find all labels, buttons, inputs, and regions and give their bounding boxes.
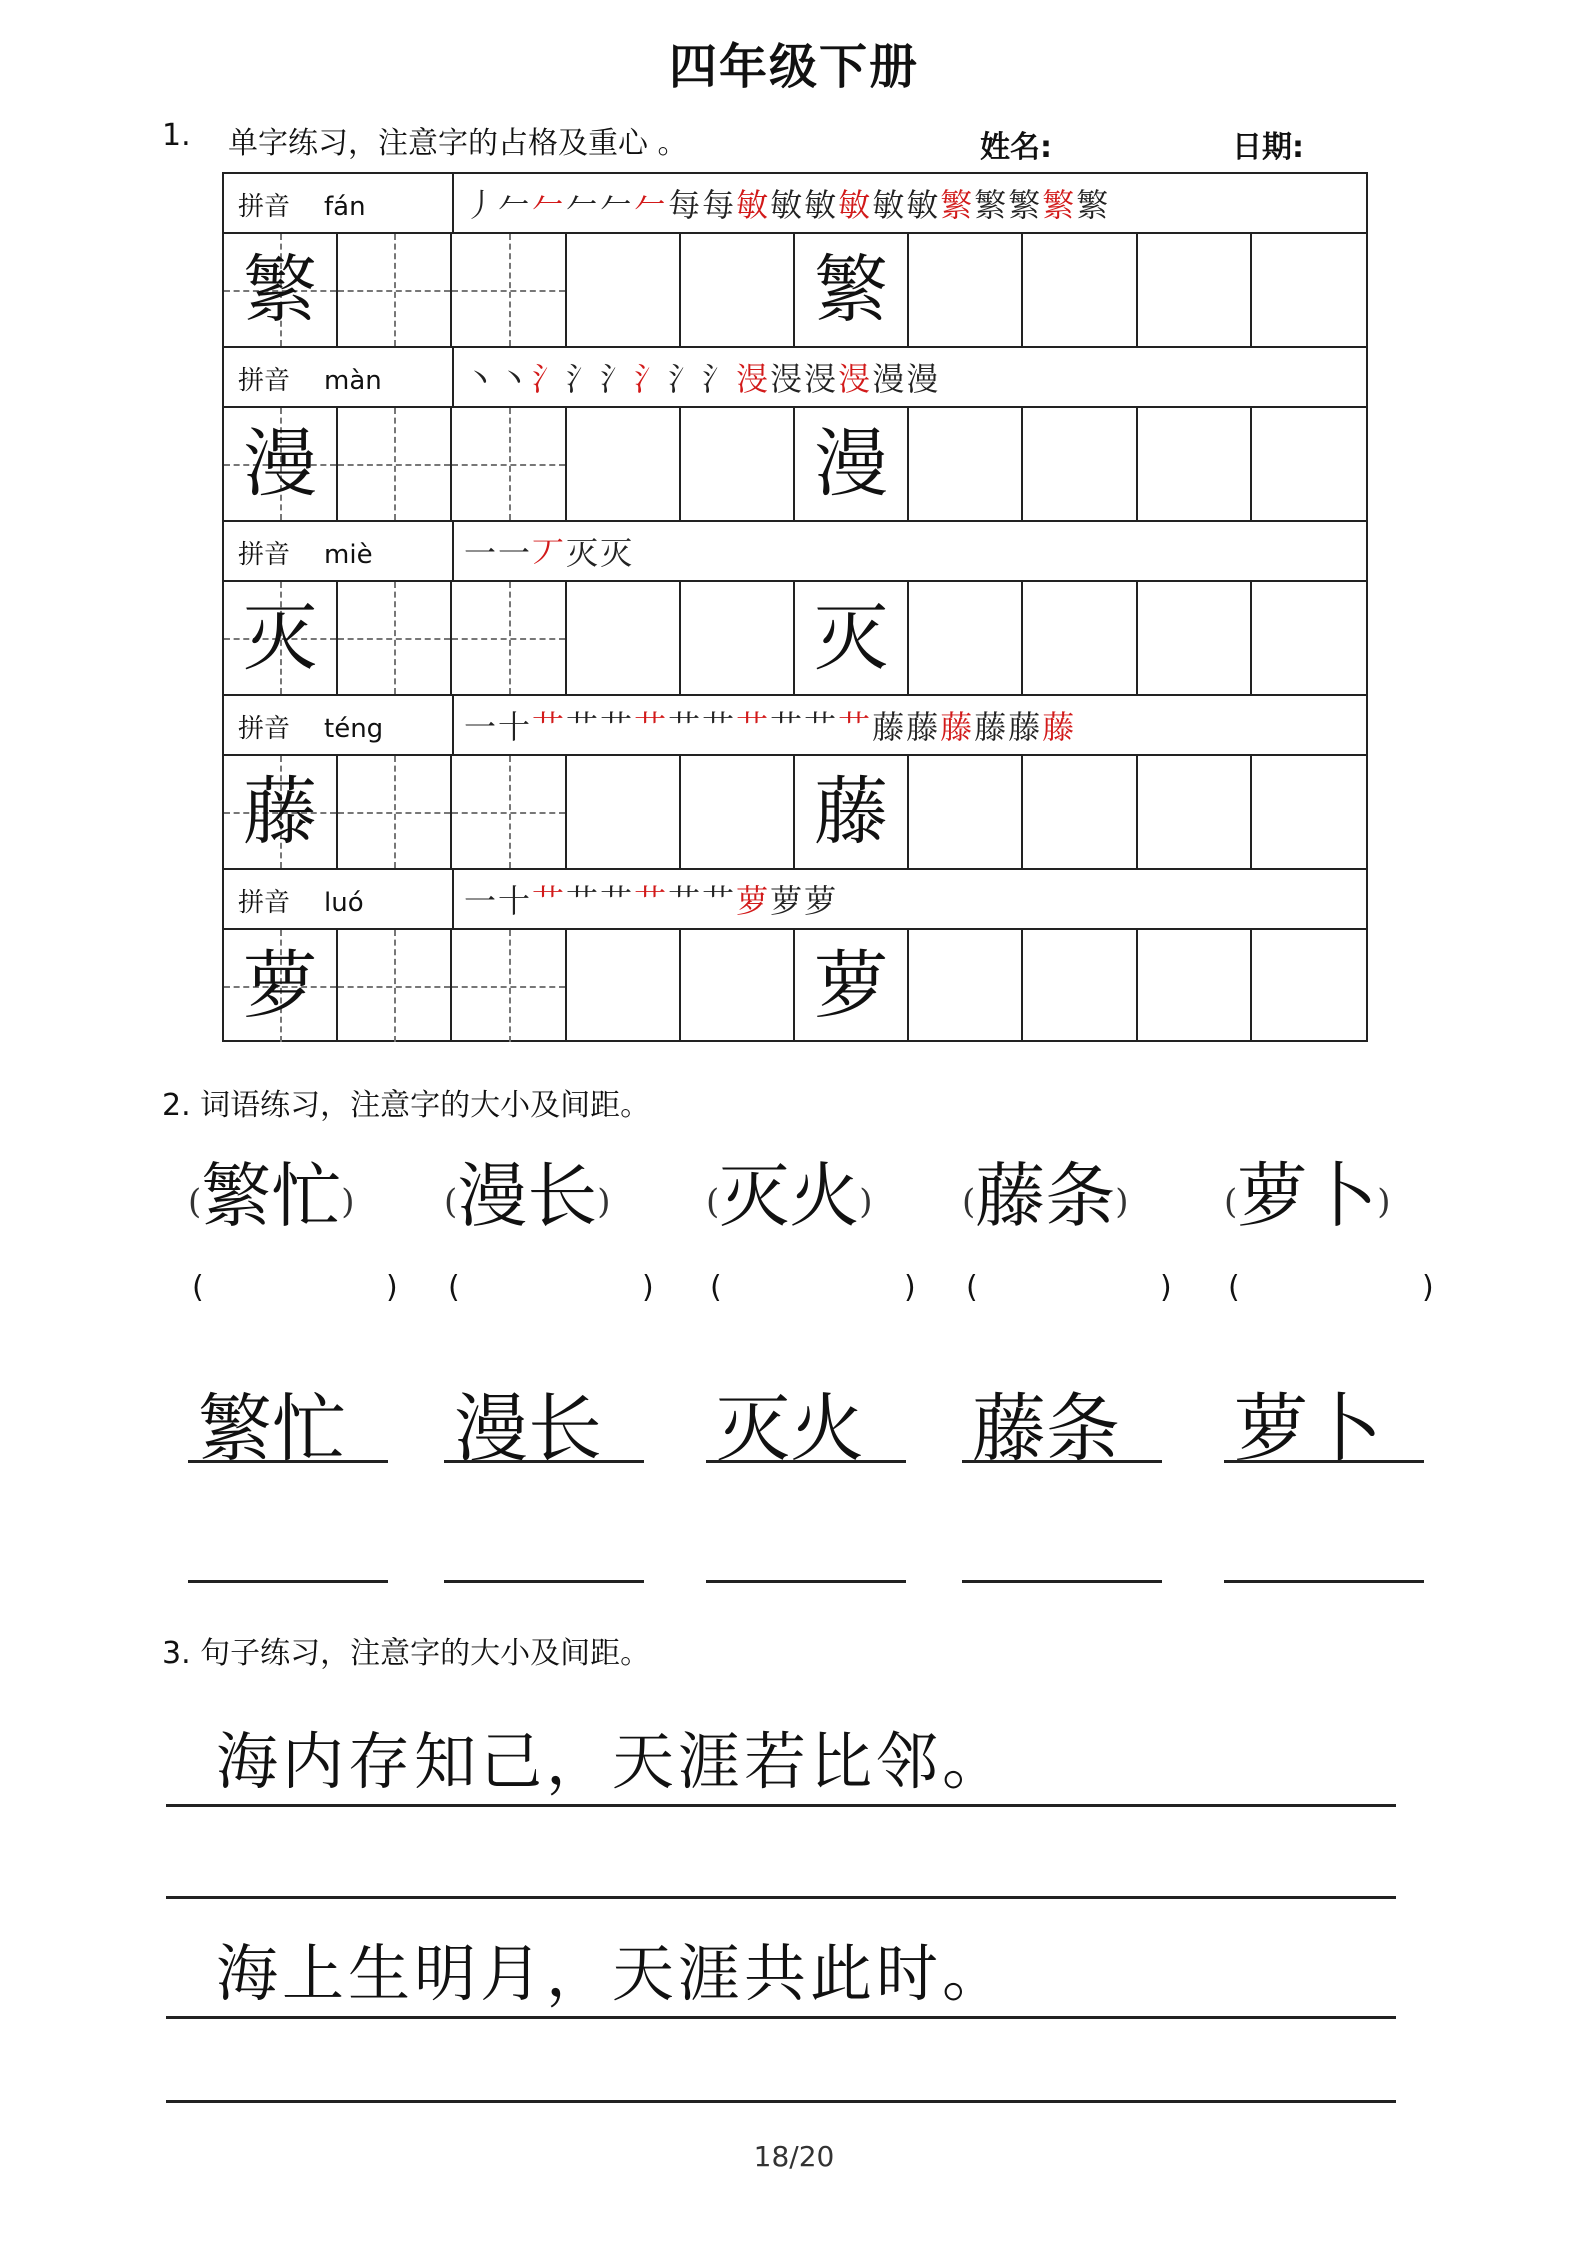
stroke-step: 艹 xyxy=(600,708,635,746)
practice-cell[interactable] xyxy=(909,756,1023,868)
stroke-step: 渂 xyxy=(736,360,771,398)
stroke-step: 艹 xyxy=(736,708,771,746)
practice-cell[interactable] xyxy=(567,408,681,520)
section2-heading: 2. 词语练习，注意字的大小及间距。 xyxy=(162,1088,651,1123)
practice-cell[interactable] xyxy=(681,930,795,1042)
word-example xyxy=(962,1140,1129,1241)
practice-cell[interactable] xyxy=(681,234,795,346)
sentence-2-blank-line[interactable] xyxy=(166,2100,1396,2103)
stroke-step: 氵 xyxy=(668,360,703,398)
stroke-step: 藤 xyxy=(1008,708,1043,746)
writing-row xyxy=(222,754,1368,868)
model-char-cell xyxy=(795,756,909,868)
guide-dash-h xyxy=(452,464,564,466)
practice-cell[interactable] xyxy=(1138,234,1252,346)
stroke-step: 十 xyxy=(498,708,533,746)
practice-cell[interactable] xyxy=(452,756,566,868)
pinyin-close-paren: ) xyxy=(642,1270,654,1305)
practice-cell[interactable] xyxy=(1138,930,1252,1042)
practice-cell[interactable] xyxy=(909,930,1023,1042)
pinyin-text: téng xyxy=(324,714,384,744)
model-char: 繁 xyxy=(814,247,889,333)
model-char: 漫 xyxy=(814,421,889,507)
pinyin-divider xyxy=(452,696,454,754)
model-char: 繁 xyxy=(243,247,318,333)
stroke-step: 繁 xyxy=(1076,186,1111,224)
stroke-step: 艹 xyxy=(634,882,669,920)
stroke-step: 𠂉 xyxy=(634,186,669,224)
stroke-step: 艹 xyxy=(702,708,737,746)
stroke-step: 艹 xyxy=(668,882,703,920)
practice-cell[interactable] xyxy=(338,408,452,520)
stroke-step: 艹 xyxy=(532,708,567,746)
pinyin-close-paren: ) xyxy=(1160,1270,1172,1305)
word-example xyxy=(188,1140,355,1241)
guide-dash-h xyxy=(338,638,450,640)
practice-cell[interactable] xyxy=(338,756,452,868)
guide-dash-h xyxy=(338,464,450,466)
close-paren: ) xyxy=(597,1182,611,1222)
pinyin-divider xyxy=(452,174,454,232)
stroke-step: 氵 xyxy=(634,360,669,398)
stroke-step: 繁 xyxy=(1008,186,1043,224)
stroke-step: 𠂉 xyxy=(600,186,635,224)
stroke-step: 十 xyxy=(498,882,533,920)
pinyin-close-paren: ) xyxy=(904,1270,916,1305)
stroke-step: 丆 xyxy=(532,534,567,572)
stroke-step: 丿 xyxy=(464,186,499,224)
pinyin-divider xyxy=(452,522,454,580)
trace-word-underline xyxy=(962,1460,1162,1463)
practice-cell[interactable] xyxy=(1023,930,1137,1042)
close-paren: ) xyxy=(1377,1182,1391,1222)
trace-word-underline xyxy=(444,1460,644,1463)
practice-cell[interactable] xyxy=(567,582,681,694)
practice-cell[interactable] xyxy=(452,408,566,520)
practice-cell[interactable] xyxy=(452,234,566,346)
stroke-step: 藤 xyxy=(974,708,1009,746)
practice-cell[interactable] xyxy=(909,234,1023,346)
pinyin-label xyxy=(238,708,383,745)
guide-dash-h xyxy=(338,812,450,814)
guide-dash-h xyxy=(338,986,450,988)
stroke-step: 繁 xyxy=(940,186,975,224)
trace-word-underline xyxy=(706,1460,906,1463)
word-blank-line[interactable] xyxy=(444,1580,644,1583)
sentence-2-line xyxy=(166,2016,1396,2019)
stroke-step: 敏 xyxy=(736,186,771,224)
stroke-step: 艹 xyxy=(838,708,873,746)
sentence-2: 海上生明月，天涯共此时。 xyxy=(216,1937,1009,2010)
practice-cell[interactable] xyxy=(338,930,452,1042)
pinyin-divider xyxy=(452,870,454,928)
practice-cell[interactable] xyxy=(1252,582,1366,694)
model-char: 藤 xyxy=(243,769,318,855)
word-text: 繁忙 xyxy=(201,1155,342,1237)
stroke-step: 𠂉 xyxy=(532,186,567,224)
writing-row xyxy=(222,580,1368,694)
stroke-step: 萝 xyxy=(804,882,839,920)
practice-cell[interactable] xyxy=(1023,234,1137,346)
stroke-step: 艹 xyxy=(702,882,737,920)
stroke-step: 渂 xyxy=(770,360,805,398)
practice-cell[interactable] xyxy=(681,408,795,520)
pinyin-caption: 拼音 xyxy=(238,888,291,918)
model-char-cell xyxy=(224,408,338,520)
stroke-step: 藤 xyxy=(1042,708,1077,746)
pinyin-row xyxy=(222,346,1368,406)
open-paren: ( xyxy=(706,1182,720,1222)
word-blank-line[interactable] xyxy=(962,1580,1162,1583)
word-example xyxy=(706,1140,873,1241)
pinyin-text: màn xyxy=(324,366,382,396)
writing-row xyxy=(222,232,1368,346)
trace-word: 灭火 xyxy=(716,1386,864,1472)
word-blank-line[interactable] xyxy=(188,1580,388,1583)
model-char: 灭 xyxy=(814,595,889,681)
stroke-step: 漫 xyxy=(872,360,907,398)
stroke-order xyxy=(464,702,1076,748)
trace-word-underline xyxy=(1224,1460,1424,1463)
model-char-cell xyxy=(224,930,338,1042)
section3-heading: 3. 句子练习，注意字的大小及间距。 xyxy=(162,1636,651,1671)
word-examples-row xyxy=(0,1140,1588,1237)
trace-word: 萝卜 xyxy=(1234,1386,1382,1472)
writing-row xyxy=(222,406,1368,520)
stroke-step: 敏 xyxy=(906,186,941,224)
stroke-step: 一 xyxy=(498,534,533,572)
date-label: 日期: xyxy=(1232,130,1304,165)
stroke-step: 丶 xyxy=(464,360,499,398)
stroke-step: 每 xyxy=(702,186,737,224)
practice-cell[interactable] xyxy=(1138,756,1252,868)
practice-cell[interactable] xyxy=(338,234,452,346)
model-char-cell xyxy=(795,408,909,520)
open-paren: ( xyxy=(962,1182,976,1222)
word-text: 萝卜 xyxy=(1237,1155,1378,1237)
stroke-step: 繁 xyxy=(1042,186,1077,224)
trace-word: 繁忙 xyxy=(198,1386,346,1472)
pinyin-text: fán xyxy=(324,192,366,222)
stroke-step: 艹 xyxy=(634,708,669,746)
pinyin-row xyxy=(222,520,1368,580)
word-blank-line[interactable] xyxy=(706,1580,906,1583)
practice-cell[interactable] xyxy=(1252,930,1366,1042)
close-paren: ) xyxy=(859,1182,873,1222)
word-text: 漫长 xyxy=(457,1155,598,1237)
practice-cell[interactable] xyxy=(567,930,681,1042)
model-char: 萝 xyxy=(243,943,318,1029)
pinyin-open-paren: ( xyxy=(966,1270,978,1305)
practice-cell[interactable] xyxy=(1023,582,1137,694)
practice-cell[interactable] xyxy=(1252,756,1366,868)
stroke-step: 艹 xyxy=(668,708,703,746)
word-example xyxy=(444,1140,611,1241)
stroke-step: 艹 xyxy=(804,708,839,746)
stroke-step: 艹 xyxy=(770,708,805,746)
guide-dash-h xyxy=(452,290,564,292)
stroke-step: 一 xyxy=(464,708,499,746)
stroke-step: 一 xyxy=(464,534,499,572)
stroke-step: 藤 xyxy=(872,708,907,746)
stroke-step: 艹 xyxy=(532,882,567,920)
pinyin-label xyxy=(238,534,373,571)
stroke-step: 渂 xyxy=(804,360,839,398)
stroke-step: 灭 xyxy=(600,534,635,572)
pinyin-open-paren: ( xyxy=(192,1270,204,1305)
pinyin-divider xyxy=(452,348,454,406)
word-text: 藤条 xyxy=(975,1155,1116,1237)
pinyin-label xyxy=(238,882,364,919)
close-paren: ) xyxy=(1115,1182,1129,1222)
practice-cell[interactable] xyxy=(338,582,452,694)
model-char-cell xyxy=(795,582,909,694)
practice-cell[interactable] xyxy=(567,756,681,868)
pinyin-row xyxy=(222,868,1368,928)
stroke-step: 敏 xyxy=(770,186,805,224)
pinyin-row xyxy=(222,694,1368,754)
writing-row xyxy=(222,928,1368,1042)
pinyin-open-paren: ( xyxy=(710,1270,722,1305)
model-char-cell xyxy=(795,930,909,1042)
word-example xyxy=(1224,1140,1391,1241)
pinyin-caption: 拼音 xyxy=(238,540,291,570)
practice-cell[interactable] xyxy=(681,756,795,868)
pinyin-close-paren: ) xyxy=(386,1270,398,1305)
open-paren: ( xyxy=(188,1182,202,1222)
pinyin-caption: 拼音 xyxy=(238,192,291,222)
page-number: 18/20 xyxy=(753,2140,835,2173)
stroke-order xyxy=(464,528,634,574)
practice-cell[interactable] xyxy=(567,234,681,346)
model-char-cell xyxy=(795,234,909,346)
stroke-step: 萝 xyxy=(736,882,771,920)
pinyin-text: miè xyxy=(324,540,373,570)
model-char-cell xyxy=(224,756,338,868)
model-char: 萝 xyxy=(814,943,889,1029)
model-char: 漫 xyxy=(243,421,318,507)
stroke-step: 𠂉 xyxy=(498,186,533,224)
stroke-step: 灭 xyxy=(566,534,601,572)
practice-cell[interactable] xyxy=(909,408,1023,520)
stroke-step: 氵 xyxy=(702,360,737,398)
section1-instruction: 单字练习，注意字的占格及重心 。 xyxy=(228,126,688,161)
model-char: 灭 xyxy=(243,595,318,681)
stroke-step: 漫 xyxy=(906,360,941,398)
pinyin-caption: 拼音 xyxy=(238,366,291,396)
close-paren: ) xyxy=(341,1182,355,1222)
word-text: 灭火 xyxy=(719,1155,860,1237)
open-paren: ( xyxy=(444,1182,458,1222)
stroke-step: 藤 xyxy=(906,708,941,746)
stroke-step: 氵 xyxy=(532,360,567,398)
stroke-step: 一 xyxy=(464,882,499,920)
guide-dash-h xyxy=(452,812,564,814)
trace-word-underline xyxy=(188,1460,388,1463)
guide-dash-h xyxy=(452,986,564,988)
stroke-order xyxy=(464,876,838,922)
pinyin-row xyxy=(222,172,1368,232)
model-char-cell xyxy=(224,582,338,694)
model-char-cell xyxy=(224,234,338,346)
pinyin-open-paren: ( xyxy=(448,1270,460,1305)
stroke-step: 艹 xyxy=(566,882,601,920)
stroke-step: 敏 xyxy=(804,186,839,224)
stroke-step: 萝 xyxy=(770,882,805,920)
practice-cell[interactable] xyxy=(909,582,1023,694)
open-paren: ( xyxy=(1224,1182,1238,1222)
stroke-step: 艹 xyxy=(600,882,635,920)
guide-dash-h xyxy=(338,290,450,292)
trace-word: 藤条 xyxy=(972,1386,1120,1472)
stroke-step: 敏 xyxy=(872,186,907,224)
pinyin-caption: 拼音 xyxy=(238,714,291,744)
pinyin-close-paren: ) xyxy=(1422,1270,1434,1305)
practice-cell[interactable] xyxy=(1252,234,1366,346)
stroke-step: 丶 xyxy=(498,360,533,398)
stroke-step: 𠂉 xyxy=(566,186,601,224)
stroke-order xyxy=(464,354,940,400)
stroke-step: 繁 xyxy=(974,186,1009,224)
stroke-order xyxy=(464,180,1110,226)
section1-number: 1. xyxy=(162,118,191,153)
stroke-step: 敏 xyxy=(838,186,873,224)
sentence-1-blank-line[interactable] xyxy=(166,1896,1396,1899)
page-title: 四年级下册 xyxy=(668,39,919,95)
practice-cell[interactable] xyxy=(452,582,566,694)
name-label: 姓名: xyxy=(980,130,1052,165)
stroke-step: 渂 xyxy=(838,360,873,398)
sentence-1-line xyxy=(166,1804,1396,1807)
stroke-step: 藤 xyxy=(940,708,975,746)
model-char: 藤 xyxy=(814,769,889,855)
character-practice-grid xyxy=(222,172,1368,1042)
practice-cell[interactable] xyxy=(681,582,795,694)
pinyin-label xyxy=(238,186,366,223)
pinyin-label xyxy=(238,360,382,397)
practice-cell[interactable] xyxy=(1138,582,1252,694)
practice-cell[interactable] xyxy=(1023,756,1137,868)
stroke-step: 氵 xyxy=(566,360,601,398)
guide-dash-h xyxy=(452,638,564,640)
practice-cell[interactable] xyxy=(452,930,566,1042)
stroke-step: 每 xyxy=(668,186,703,224)
practice-cell[interactable] xyxy=(1252,408,1366,520)
word-blank-line[interactable] xyxy=(1224,1580,1424,1583)
sentence-1: 海内存知己，天涯若比邻。 xyxy=(216,1725,1009,1798)
practice-cell[interactable] xyxy=(1023,408,1137,520)
pinyin-text: luó xyxy=(324,888,364,918)
stroke-step: 氵 xyxy=(600,360,635,398)
pinyin-open-paren: ( xyxy=(1228,1270,1240,1305)
stroke-step: 艹 xyxy=(566,708,601,746)
practice-cell[interactable] xyxy=(1138,408,1252,520)
trace-word: 漫长 xyxy=(454,1386,602,1472)
